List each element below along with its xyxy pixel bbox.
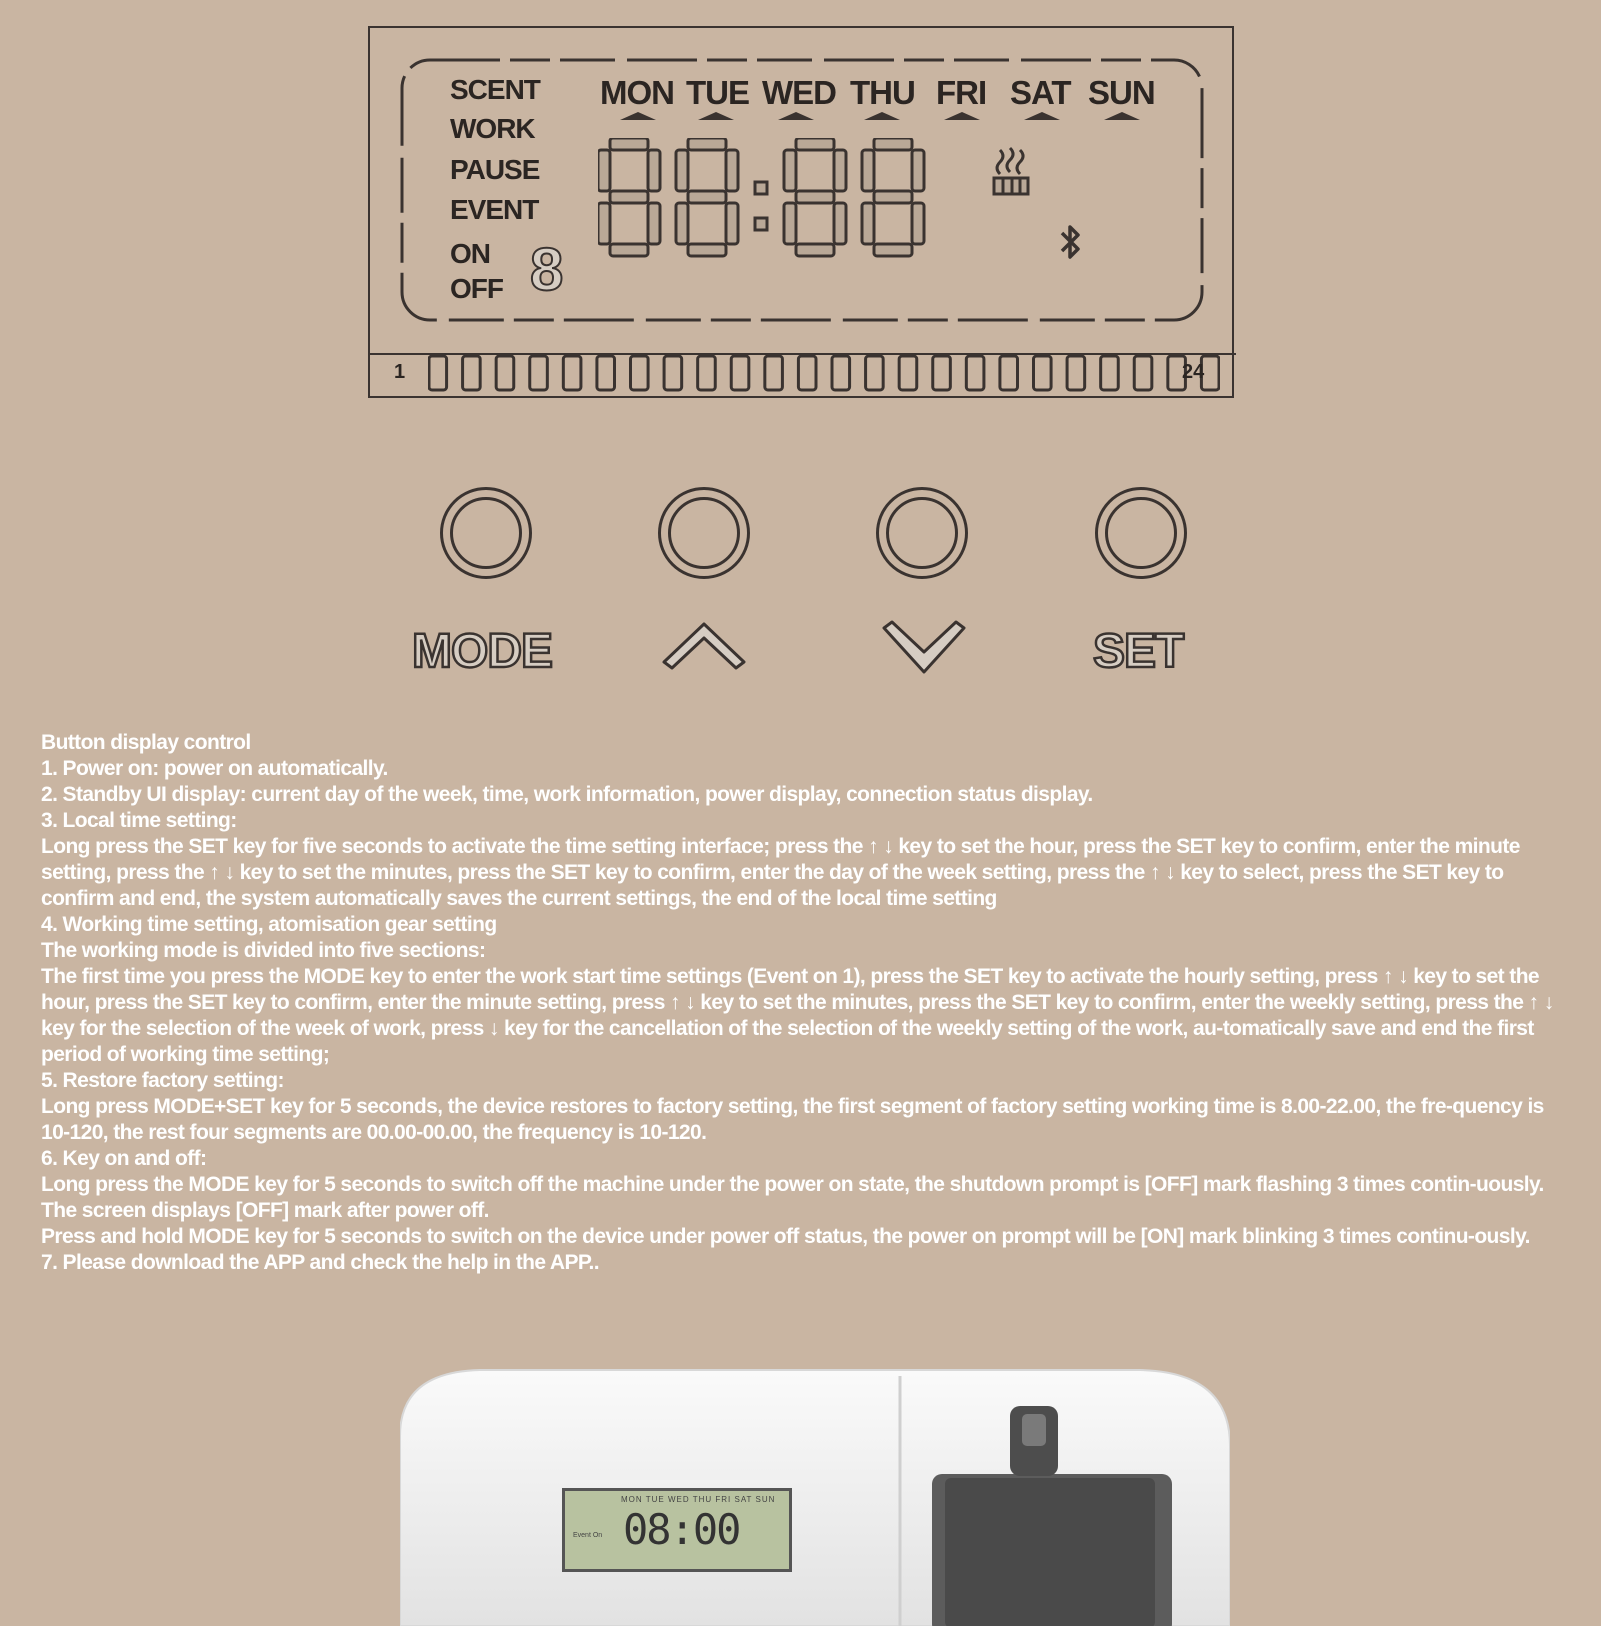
label-event: EVENT xyxy=(450,194,539,225)
device-screen-side-label: Event On xyxy=(573,1532,603,1539)
day-indicator xyxy=(864,112,900,120)
hour-segment xyxy=(765,356,783,390)
bluetooth-icon xyxy=(1058,222,1084,262)
label-pause: PAUSE xyxy=(450,154,540,185)
hour-segment xyxy=(1134,356,1152,390)
digit-segment xyxy=(688,191,726,203)
hour-segment xyxy=(798,356,816,390)
manual-line: The working mode is divided into five sections: xyxy=(41,939,486,962)
time-display-digits xyxy=(598,138,938,268)
digit-segment xyxy=(726,150,738,191)
device-screen-days: MON TUE WED THU FRI SAT SUN xyxy=(621,1495,776,1504)
manual-line: 2. Standby UI display: current day of the week, time, work information, power display, connection status display. xyxy=(41,783,1093,806)
manual-line: 1. Power on: power on automatically. xyxy=(41,757,388,780)
hour-segment xyxy=(631,356,649,390)
label-work: WORK xyxy=(450,113,535,144)
manual-line: 7. Please download the APP and check the help in the APP.. xyxy=(41,1251,600,1274)
manual-line: The first time you press the MODE key to enter the work start time settings (Event on 1), press the SET key to activate the hourly setting, press ↑ ↓ key to set the hour, press the SET key to confirm, enter the minute setting, press ↑ ↓ key to set the minutes, press the SET key to confirm, enter the weekly setting, press the ↑ ↓ key for the selection of the week of work, press ↓ key for the cancellation of the selection of the weekly setting of the work, au-tomatically save and end the first period of working time setting; xyxy=(41,965,1554,1066)
hour-segment-bar xyxy=(428,354,1220,392)
digit-segment xyxy=(834,203,846,244)
digit-segment xyxy=(610,191,648,203)
manual-heading: Button display control xyxy=(41,731,251,754)
day-indicator xyxy=(1104,112,1140,120)
digit-segment xyxy=(598,203,610,244)
event-number-digit: 8 xyxy=(530,236,563,303)
digit-segment xyxy=(796,191,834,203)
hour-segment xyxy=(463,356,481,390)
hour-segment xyxy=(563,356,581,390)
atomizer-icon xyxy=(990,146,1034,198)
label-on: ON xyxy=(450,238,490,269)
manual-line: Long press MODE+SET key for 5 seconds, the device restores to factory setting, the first segment of factory setting working time is 8.00-22.00, the fre-quency is 10-120, the rest four segments are 00.00-00.00, the frequency is 10-120. xyxy=(41,1095,1544,1144)
device-photo xyxy=(400,1366,1230,1626)
day-indicator xyxy=(778,112,814,120)
hour-segment xyxy=(429,356,447,390)
digit-segment xyxy=(874,191,912,203)
digit-segment xyxy=(834,150,846,191)
hour-segment xyxy=(597,356,615,390)
hour-segment xyxy=(832,356,850,390)
day-sat: SAT xyxy=(1010,74,1071,111)
day-indicator xyxy=(698,112,734,120)
device-screen-time: 08:00 xyxy=(623,1505,740,1554)
day-indicator xyxy=(620,112,656,120)
digit-segment xyxy=(796,138,834,150)
set-button[interactable] xyxy=(1095,487,1187,579)
colon-dot xyxy=(755,218,767,230)
day-thu: THU xyxy=(850,74,915,111)
up-button[interactable] xyxy=(658,487,750,579)
digit-segment xyxy=(676,150,688,191)
digit-segment xyxy=(610,244,648,256)
digit-segment xyxy=(688,138,726,150)
day-sun: SUN xyxy=(1088,74,1155,111)
hour-segment xyxy=(933,356,951,390)
digit-segment xyxy=(610,138,648,150)
digit-segment xyxy=(796,244,834,256)
digit-segment xyxy=(874,244,912,256)
digit-segment xyxy=(784,203,796,244)
device-body xyxy=(400,1366,1230,1626)
hour-segment xyxy=(664,356,682,390)
hour-segment xyxy=(496,356,514,390)
manual-line: Long press the MODE key for 5 seconds to switch off the machine under the power on state, the shutdown prompt is [OFF] mark flashing 3 times contin-uously. The screen displays [OFF] mark after power off. xyxy=(41,1173,1544,1222)
day-mon: MON xyxy=(600,74,674,111)
hour-segment xyxy=(899,356,917,390)
digit-segment xyxy=(726,203,738,244)
hour-segment xyxy=(698,356,716,390)
hour-segment xyxy=(966,356,984,390)
manual-line: Long press the SET key for five seconds to activate the time setting interface; press the ↑ ↓ key to set the hour, press the SET key to confirm, enter the minute setting, press the ↑ ↓ key to set the minutes, press the SET key to confirm, enter the day of the week setting, press the ↑ ↓ key to select, press the SET key to confirm and end, the system automatically saves the current settings, the end of the local time setting xyxy=(41,835,1520,910)
digit-segment xyxy=(648,203,660,244)
label-scent: SCENT xyxy=(450,74,540,105)
scale-start-label: 1 xyxy=(394,361,406,383)
hour-segment xyxy=(731,356,749,390)
set-button-label: SET xyxy=(1093,625,1184,678)
down-button[interactable] xyxy=(876,487,968,579)
label-off: OFF xyxy=(450,273,503,304)
digit-segment xyxy=(862,150,874,191)
colon-dot xyxy=(755,182,767,194)
scale-end-label: 24 xyxy=(1182,361,1205,383)
hour-segment xyxy=(1000,356,1018,390)
day-indicator xyxy=(1024,112,1060,120)
mode-button[interactable] xyxy=(440,487,532,579)
hour-segment xyxy=(1067,356,1085,390)
hour-segment xyxy=(1034,356,1052,390)
digit-segment xyxy=(598,150,610,191)
lcd-diagram xyxy=(368,26,1234,398)
hour-segment xyxy=(866,356,884,390)
device-lcd-screen xyxy=(562,1488,792,1572)
manual-line: 4. Working time setting, atomisation gear setting xyxy=(41,913,497,936)
digit-segment xyxy=(874,138,912,150)
digit-segment xyxy=(688,244,726,256)
digit-segment xyxy=(648,150,660,191)
chevron-down-icon xyxy=(880,618,968,678)
manual-line: 5. Restore factory setting: xyxy=(41,1069,284,1092)
digit-segment xyxy=(862,203,874,244)
day-fri: FRI xyxy=(936,74,987,111)
manual-line: 3. Local time setting: xyxy=(41,809,237,832)
mode-button-label: MODE xyxy=(412,625,552,678)
hour-segment xyxy=(1101,356,1119,390)
day-wed: WED xyxy=(762,74,836,111)
day-tue: TUE xyxy=(686,74,749,111)
digit-segment xyxy=(784,150,796,191)
hour-segment xyxy=(530,356,548,390)
manual-line: Press and hold MODE key for 5 seconds to switch on the device under power off status, the power on prompt will be [ON] mark blinking 3 times continu-ously. xyxy=(41,1225,1530,1248)
instructions-text xyxy=(41,730,1571,1276)
manual-line: 6. Key on and off: xyxy=(41,1147,207,1170)
chevron-up-icon xyxy=(660,618,748,670)
digit-segment xyxy=(912,203,924,244)
day-indicator xyxy=(944,112,980,120)
digit-segment xyxy=(912,150,924,191)
digit-segment xyxy=(676,203,688,244)
